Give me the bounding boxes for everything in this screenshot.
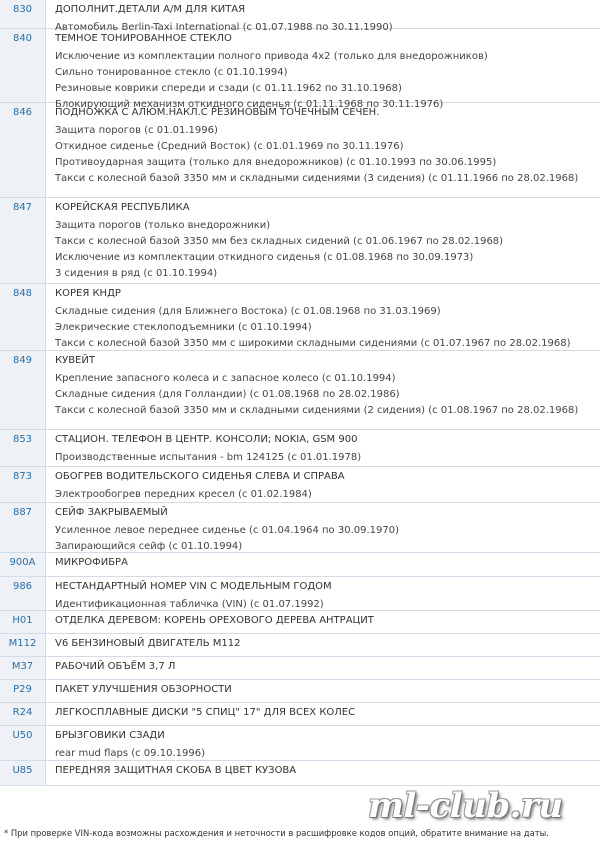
option-detail-line: Блокирующий механизм откидного сиденья (с 01.11.1968 по 30.11.1976) xyxy=(55,99,444,110)
option-detail-line: Исключение из комплектации откидного сиденья (с 01.08.1968 по 30.09.1973) xyxy=(55,252,474,263)
option-code: 887 xyxy=(0,503,45,552)
option-detail-line: Автомобиль Berlin-Taxi International (с 01.07.1988 по 30.11.1990) xyxy=(55,22,393,33)
option-body xyxy=(45,726,600,760)
option-body xyxy=(45,0,600,33)
option-body xyxy=(45,351,600,429)
option-detail-line: Противоударная защита (только для внедорожников) (с 01.10.1993 по 30.06.1995) xyxy=(55,157,497,168)
option-code: M112 xyxy=(0,634,45,656)
option-code: U50 xyxy=(0,726,45,760)
option-row xyxy=(0,198,600,284)
option-title: МИКРОФИБРА xyxy=(55,557,128,568)
option-code: 853 xyxy=(0,430,45,466)
option-row xyxy=(0,657,600,680)
option-row xyxy=(0,577,600,611)
option-code: 986 xyxy=(0,577,45,610)
option-body xyxy=(45,703,600,725)
option-detail-line: Такси с колесной базой 3350 мм без складных сидений (с 01.06.1967 по 28.02.1968) xyxy=(55,236,504,247)
option-row xyxy=(0,553,600,577)
option-body xyxy=(45,503,600,552)
option-detail-line: Защита порогов (только внедорожники) xyxy=(55,220,271,231)
option-detail-line: Резиновые коврики спереди и сзади (с 01.11.1962 по 31.10.1968) xyxy=(55,83,402,94)
option-row xyxy=(0,284,600,351)
option-body xyxy=(45,284,600,350)
option-row xyxy=(0,761,600,786)
option-body xyxy=(45,467,600,502)
option-title: ДОПОЛНИТ.ДЕТАЛИ А/М ДЛЯ КИТАЯ xyxy=(55,4,246,15)
option-code: 830 xyxy=(0,0,45,28)
option-row xyxy=(0,726,600,761)
option-code: R24 xyxy=(0,703,45,725)
option-detail-line: Производственные испытания - bm 124125 (с 01.01.1978) xyxy=(55,452,362,463)
option-body xyxy=(45,680,600,702)
option-title: СТАЦИОН. ТЕЛЕФОН В ЦЕНТР. КОНСОЛИ; NOKIA, GSM 900 xyxy=(55,434,358,445)
option-row xyxy=(0,103,600,198)
option-title: СЕЙФ ЗАКРЫВАЕМЫЙ xyxy=(55,507,168,518)
option-body xyxy=(45,430,600,466)
option-body xyxy=(45,611,600,633)
option-detail-line: Исключение из комплектации полного привода 4x2 (только для внедорожников) xyxy=(55,51,488,62)
option-title: ПОДНОЖКА С АЛЮМ.НАКЛ.С РЕЗИНОВЫМ ТОЧЕЧНЫМ СЕЧЕН. xyxy=(55,107,380,118)
option-row xyxy=(0,0,600,33)
option-title: КУВЕЙТ xyxy=(55,355,95,366)
option-title: ОТДЕЛКА ДЕРЕВОМ: КОРЕНЬ ОРЕХОВОГО ДЕРЕВА АНТРАЦИТ xyxy=(55,615,374,626)
footnote: * При проверке VIN-кода возможны расхождения и неточности в расшифровке кодов опций, обратите внимание на даты. xyxy=(4,828,549,838)
option-title: ЛЕГКОСПЛАВНЫЕ ДИСКИ "5 СПИЦ" 17" ДЛЯ ВСЕХ КОЛЕС xyxy=(55,707,356,718)
option-code: H01 xyxy=(0,611,45,633)
option-body xyxy=(45,761,600,785)
option-title: ТЕМНОЕ ТОНИРОВАННОЕ СТЕКЛО xyxy=(55,33,232,44)
watermark-logo: ml-club.ru xyxy=(368,786,563,826)
option-code: M37 xyxy=(0,657,45,679)
option-row xyxy=(0,29,600,110)
option-title: КОРЕЯ КНДР xyxy=(55,288,121,299)
option-body xyxy=(45,553,600,576)
option-row xyxy=(0,703,600,726)
option-title: БРЫЗГОВИКИ СЗАДИ xyxy=(55,730,165,741)
option-detail-line: Такси с колесной базой 3350 мм и складными сидениями (2 сидения) (с 01.08.1967 по 28.02.1968) xyxy=(55,405,579,416)
option-title: ПАКЕТ УЛУЧШЕНИЯ ОБЗОРНОСТИ xyxy=(55,684,232,695)
option-detail-line: Такси с колесной базой 3350 мм и складными сидениями (3 сидения) (с 01.11.1966 по 28.02.1968) xyxy=(55,173,579,184)
option-title: НЕСТАНДАРТНЫЙ НОМЕР VIN С МОДЕЛЬНЫМ ГОДОМ xyxy=(55,581,332,592)
option-code: 900A xyxy=(0,553,45,576)
option-detail-line: Элекрические стеклоподъемники (с 01.10.1994) xyxy=(55,322,312,333)
option-code: U85 xyxy=(0,761,45,785)
option-detail-line: Защита порогов (с 01.01.1996) xyxy=(55,125,218,136)
option-detail-line: rear mud flaps (с 09.10.1996) xyxy=(55,748,205,759)
option-title: КОРЕЙСКАЯ РЕСПУБЛИКА xyxy=(55,202,190,213)
option-row xyxy=(0,611,600,634)
option-detail-line: Запирающийся сейф (с 01.10.1994) xyxy=(55,541,243,552)
option-body xyxy=(45,657,600,679)
option-code: 849 xyxy=(0,351,45,429)
option-detail-line: Усиленное левое переднее сиденье (с 01.04.1964 по 30.09.1970) xyxy=(55,525,400,536)
option-code: 873 xyxy=(0,467,45,502)
option-title: РАБОЧИЙ ОБЪЁМ 3,7 Л xyxy=(55,661,176,672)
option-detail-line: Складные сидения (для Голландии) (с 01.08.1968 по 28.02.1986) xyxy=(55,389,400,400)
option-detail-line: 3 сидения в ряд (с 01.10.1994) xyxy=(55,268,218,279)
option-code: 840 xyxy=(0,29,45,102)
option-body xyxy=(45,198,600,283)
option-code: 846 xyxy=(0,103,45,197)
option-title: V6 БЕНЗИНОВЫЙ ДВИГАТЕЛЬ M112 xyxy=(55,638,241,649)
option-detail-line: Идентификационная табличка (VIN) (с 01.07.1992) xyxy=(55,599,324,610)
option-title: ПЕРЕДНЯЯ ЗАЩИТНАЯ СКОБА В ЦВЕТ КУЗОВА xyxy=(55,765,297,776)
option-body xyxy=(45,103,600,197)
option-detail-line: Крепление запасного колеса и с запасное колесо (с 01.10.1994) xyxy=(55,373,396,384)
option-row xyxy=(0,680,600,703)
option-row xyxy=(0,430,600,467)
option-code: 847 xyxy=(0,198,45,283)
option-body xyxy=(45,29,600,110)
option-row xyxy=(0,467,600,503)
option-body xyxy=(45,577,600,610)
option-row xyxy=(0,634,600,657)
option-row xyxy=(0,351,600,430)
option-detail-line: Откидное сиденье (Средний Восток) (с 01.01.1969 по 30.11.1976) xyxy=(55,141,404,152)
option-row xyxy=(0,503,600,553)
option-detail-line: Сильно тонированное стекло (с 01.10.1994) xyxy=(55,67,288,78)
option-body xyxy=(45,634,600,656)
option-code: 848 xyxy=(0,284,45,350)
option-detail-line: Электрообогрев передних кресел (с 01.02.1984) xyxy=(55,489,312,500)
option-detail-line: Такси с колесной базой 3350 мм с широкими складными сидениями (с 01.07.1967 по 28.02.1968) xyxy=(55,338,571,349)
option-code: P29 xyxy=(0,680,45,702)
option-title: ОБОГРЕВ ВОДИТЕЛЬСКОГО СИДЕНЬЯ СЛЕВА И СПРАВА xyxy=(55,471,345,482)
option-detail-line: Складные сидения (для Ближнего Востока) (с 01.08.1968 по 31.03.1969) xyxy=(55,306,441,317)
